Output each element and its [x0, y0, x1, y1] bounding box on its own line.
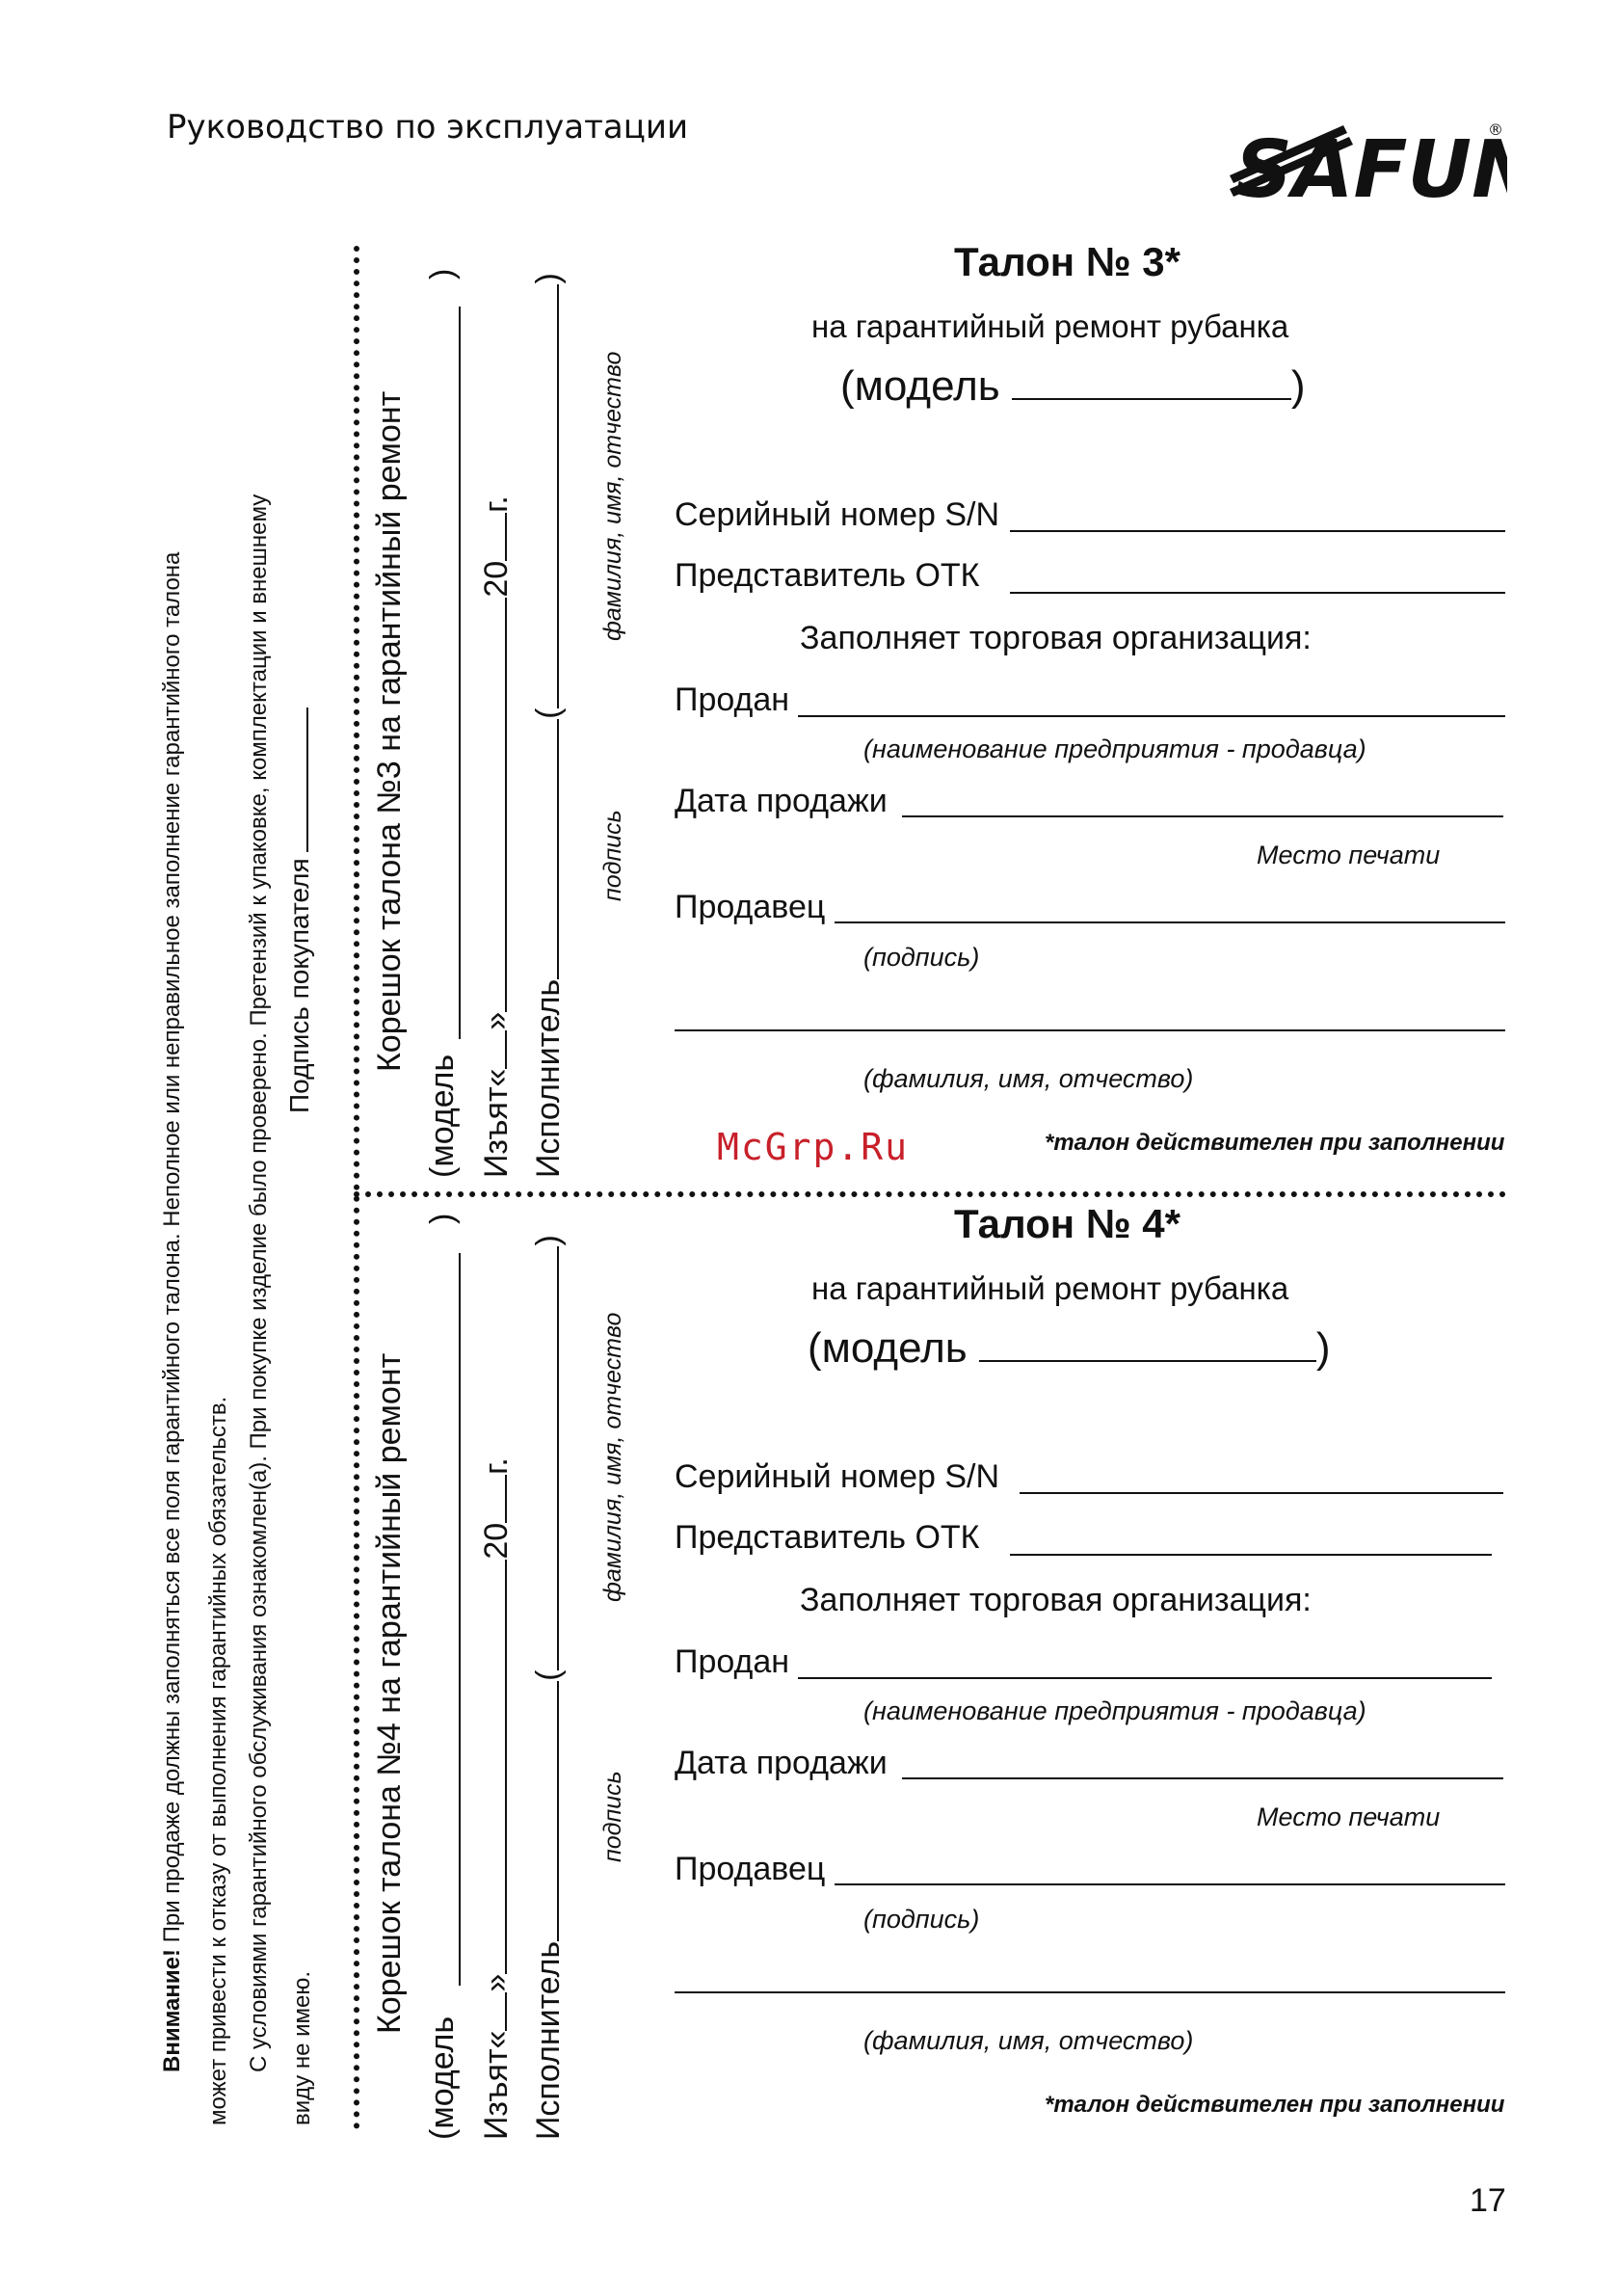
stub-4-model-close: )	[424, 1213, 461, 1224]
coupon-4-model-close: )	[1315, 1324, 1331, 1372]
stub-4-executor-label: Исполнитель()	[530, 1235, 567, 2140]
warning-text-1: При продаже должны заполняться все поля гарантийного талона. Неполное или неправильное заполнение гарантийного талона	[159, 551, 185, 1950]
coupon-3-serial-label: Серийный номер S/N	[675, 496, 1000, 533]
stub-4-title	[371, 1353, 409, 2034]
buyer-signature-line[interactable]	[306, 707, 308, 852]
coupon-4-model-label	[808, 1324, 1331, 1373]
stub-3-model-line[interactable]	[459, 307, 461, 1039]
coupon-3-sold-line[interactable]	[798, 715, 1505, 717]
coupon-4-seller-line[interactable]	[835, 1883, 1505, 1885]
coupon-4-subtitle: на гарантийный ремонт рубанка	[811, 1270, 1289, 1306]
stub-4-model-label: (модель	[424, 2016, 461, 2140]
warning-bold: Внимание!	[159, 1949, 185, 2072]
coupon-3-model-close: )	[1290, 362, 1306, 410]
stub-3-model-close: )	[424, 268, 461, 280]
coupon-3-fio-line[interactable]	[675, 1029, 1505, 1031]
stub-4-signature-caption: подпись	[599, 1771, 626, 1862]
stub-4-month-line[interactable]	[505, 1560, 507, 1974]
buyer-signature-text: Подпись покупателя	[284, 858, 314, 1113]
coupon-3-stamp-place: Место печати	[1257, 841, 1441, 869]
coupon-4-serial-line[interactable]	[1020, 1492, 1503, 1494]
stub-3-executor-text: Исполнитель	[530, 978, 567, 1178]
stub-4-executor-signature-line[interactable]	[557, 1681, 559, 1941]
stub-4-withdrawn-label	[478, 1457, 516, 2140]
buyer-signature-label	[284, 707, 315, 1113]
safun-logo-wordmark: SAFU	[1235, 124, 1472, 204]
coupon-4-sale-date-label: Дата продажи	[675, 1745, 888, 1781]
coupon-4-signature-note: (подпись)	[863, 1905, 980, 1934]
stub-4-quote-close: »	[478, 1973, 515, 1992]
stub-4-executor-text: Исполнитель	[530, 1940, 567, 2140]
coupon-4-fio-note: (фамилия, имя, отчество)	[863, 2026, 1194, 2055]
stub-3-year-suffix: г.	[478, 495, 515, 513]
horizontal-cut-line	[354, 1191, 1506, 1197]
coupon-4-title: Талон № 4*	[954, 1201, 1180, 1246]
stub-3-fio-caption: фамилия, имя, отчество	[599, 351, 626, 641]
coupon-3-qc-label: Представитель ОТК	[675, 557, 980, 594]
vertical-cut-line	[354, 246, 359, 2130]
coupon-4-sale-date-line[interactable]	[902, 1777, 1503, 1779]
coupon-4-seller-label: Продавец	[675, 1851, 826, 1887]
coupon-3-model-line[interactable]	[1012, 398, 1291, 400]
coupon-3-model-text: (модель	[840, 362, 1000, 410]
coupon-3-qc-line[interactable]	[1010, 592, 1505, 594]
stub-3-model-label: (модель	[424, 1054, 461, 1178]
coupon-4-serial-label: Серийный номер S/N	[675, 1458, 1000, 1495]
stub-3-year: 20	[478, 560, 515, 598]
coupon-4-fio-line[interactable]	[675, 1991, 1505, 1993]
coupon-3-fio-note: (фамилия, имя, отчество)	[863, 1064, 1194, 1093]
coupon-3-sale-date-line[interactable]	[902, 815, 1503, 817]
safun-logo-graphic	[1228, 108, 1507, 204]
stub-3-executor-signature-line[interactable]	[557, 719, 559, 979]
stub-3-executor-label: Исполнитель()	[530, 273, 567, 1178]
coupon-3-sale-date-label: Дата продажи	[675, 783, 888, 819]
document-header-title: Руководство по эксплуатации	[167, 108, 689, 147]
stub-3-title: Корешок талона №3 на гарантийный ремонт	[371, 390, 408, 1072]
stub-4-day-line[interactable]	[505, 1992, 507, 2031]
coupon-3-signature-note: (подпись)	[863, 943, 980, 972]
stub-3-signature-caption: подпись	[599, 810, 626, 901]
page-number: 17	[1470, 2182, 1506, 2219]
stub-4-year-line[interactable]	[505, 1475, 507, 1523]
safun-logo	[1228, 108, 1507, 204]
stub-3-withdrawn-text: Изъят«	[478, 1068, 515, 1178]
coupon-3-title: Талон № 3*	[954, 239, 1180, 284]
coupon-4-model-text: (модель	[808, 1324, 968, 1372]
stub-3-month-line[interactable]	[505, 598, 507, 1012]
coupon-3-trade-fill: Заполняет торговая организация:	[800, 620, 1312, 656]
coupon-4-validity-note: *талон действителен при заполнении	[1045, 2092, 1505, 2118]
stub-4-year: 20	[478, 1522, 515, 1560]
stub-4-executor-name-line[interactable]	[557, 1246, 559, 1670]
stub-4-fio-caption: фамилия, имя, отчество	[599, 1312, 626, 1602]
coupon-4-seller-org-note: (наименование предприятия - продавца)	[863, 1696, 1366, 1725]
stub-4-year-suffix: г.	[478, 1457, 515, 1475]
coupon-3-validity-note: *талон действителен при заполнении	[1045, 1130, 1505, 1156]
coupon-3-sold-label: Продан	[675, 681, 790, 718]
watermark: McGrp.Ru	[717, 1126, 910, 1168]
coupon-3-seller-label: Продавец	[675, 889, 826, 925]
coupon-3-model-label	[840, 362, 1306, 411]
stub-4-title-text: Корешок талона №4 на гарантийный ремонт	[371, 1352, 408, 2034]
coupon-4-qc-label: Представитель ОТК	[675, 1519, 980, 1556]
coupon-3-subtitle: на гарантийный ремонт рубанка	[811, 308, 1289, 344]
conditions-text-line-1: С условиями гарантийного обслуживания ознакомлен(а). При покупке изделие было проверено. Претензий к упаковке, комплектации и внешнему	[246, 494, 272, 2072]
coupon-4-sold-label: Продан	[675, 1643, 790, 1680]
coupon-3-seller-org-note: (наименование предприятия - продавца)	[863, 734, 1366, 763]
conditions-text-line-2: виду не имею.	[289, 1970, 315, 2125]
stub-4-withdrawn-text: Изъят«	[478, 2030, 515, 2140]
coupon-4-trade-fill: Заполняет торговая организация:	[800, 1582, 1312, 1618]
coupon-3-seller-line[interactable]	[835, 921, 1505, 923]
coupon-3-serial-line[interactable]	[1010, 530, 1505, 532]
registered-mark: ®	[1488, 120, 1503, 139]
coupon-4-model-line[interactable]	[979, 1360, 1316, 1362]
stub-3-quote-close: »	[478, 1011, 515, 1030]
coupon-4-stamp-place: Место печати	[1257, 1802, 1441, 1831]
coupon-4-sold-line[interactable]	[798, 1677, 1492, 1679]
stub-3-day-line[interactable]	[505, 1030, 507, 1069]
warning-text-line-1	[159, 552, 186, 2072]
stub-3-executor-name-line[interactable]	[557, 284, 559, 708]
warning-text-line-2: может привести к отказу от выполнения гарантийных обязательств.	[205, 1396, 231, 2125]
stub-3-year-line[interactable]	[505, 513, 507, 561]
coupon-4-qc-line[interactable]	[1010, 1554, 1492, 1556]
stub-3-withdrawn-label	[478, 495, 516, 1178]
stub-4-model-line[interactable]	[459, 1253, 461, 1986]
